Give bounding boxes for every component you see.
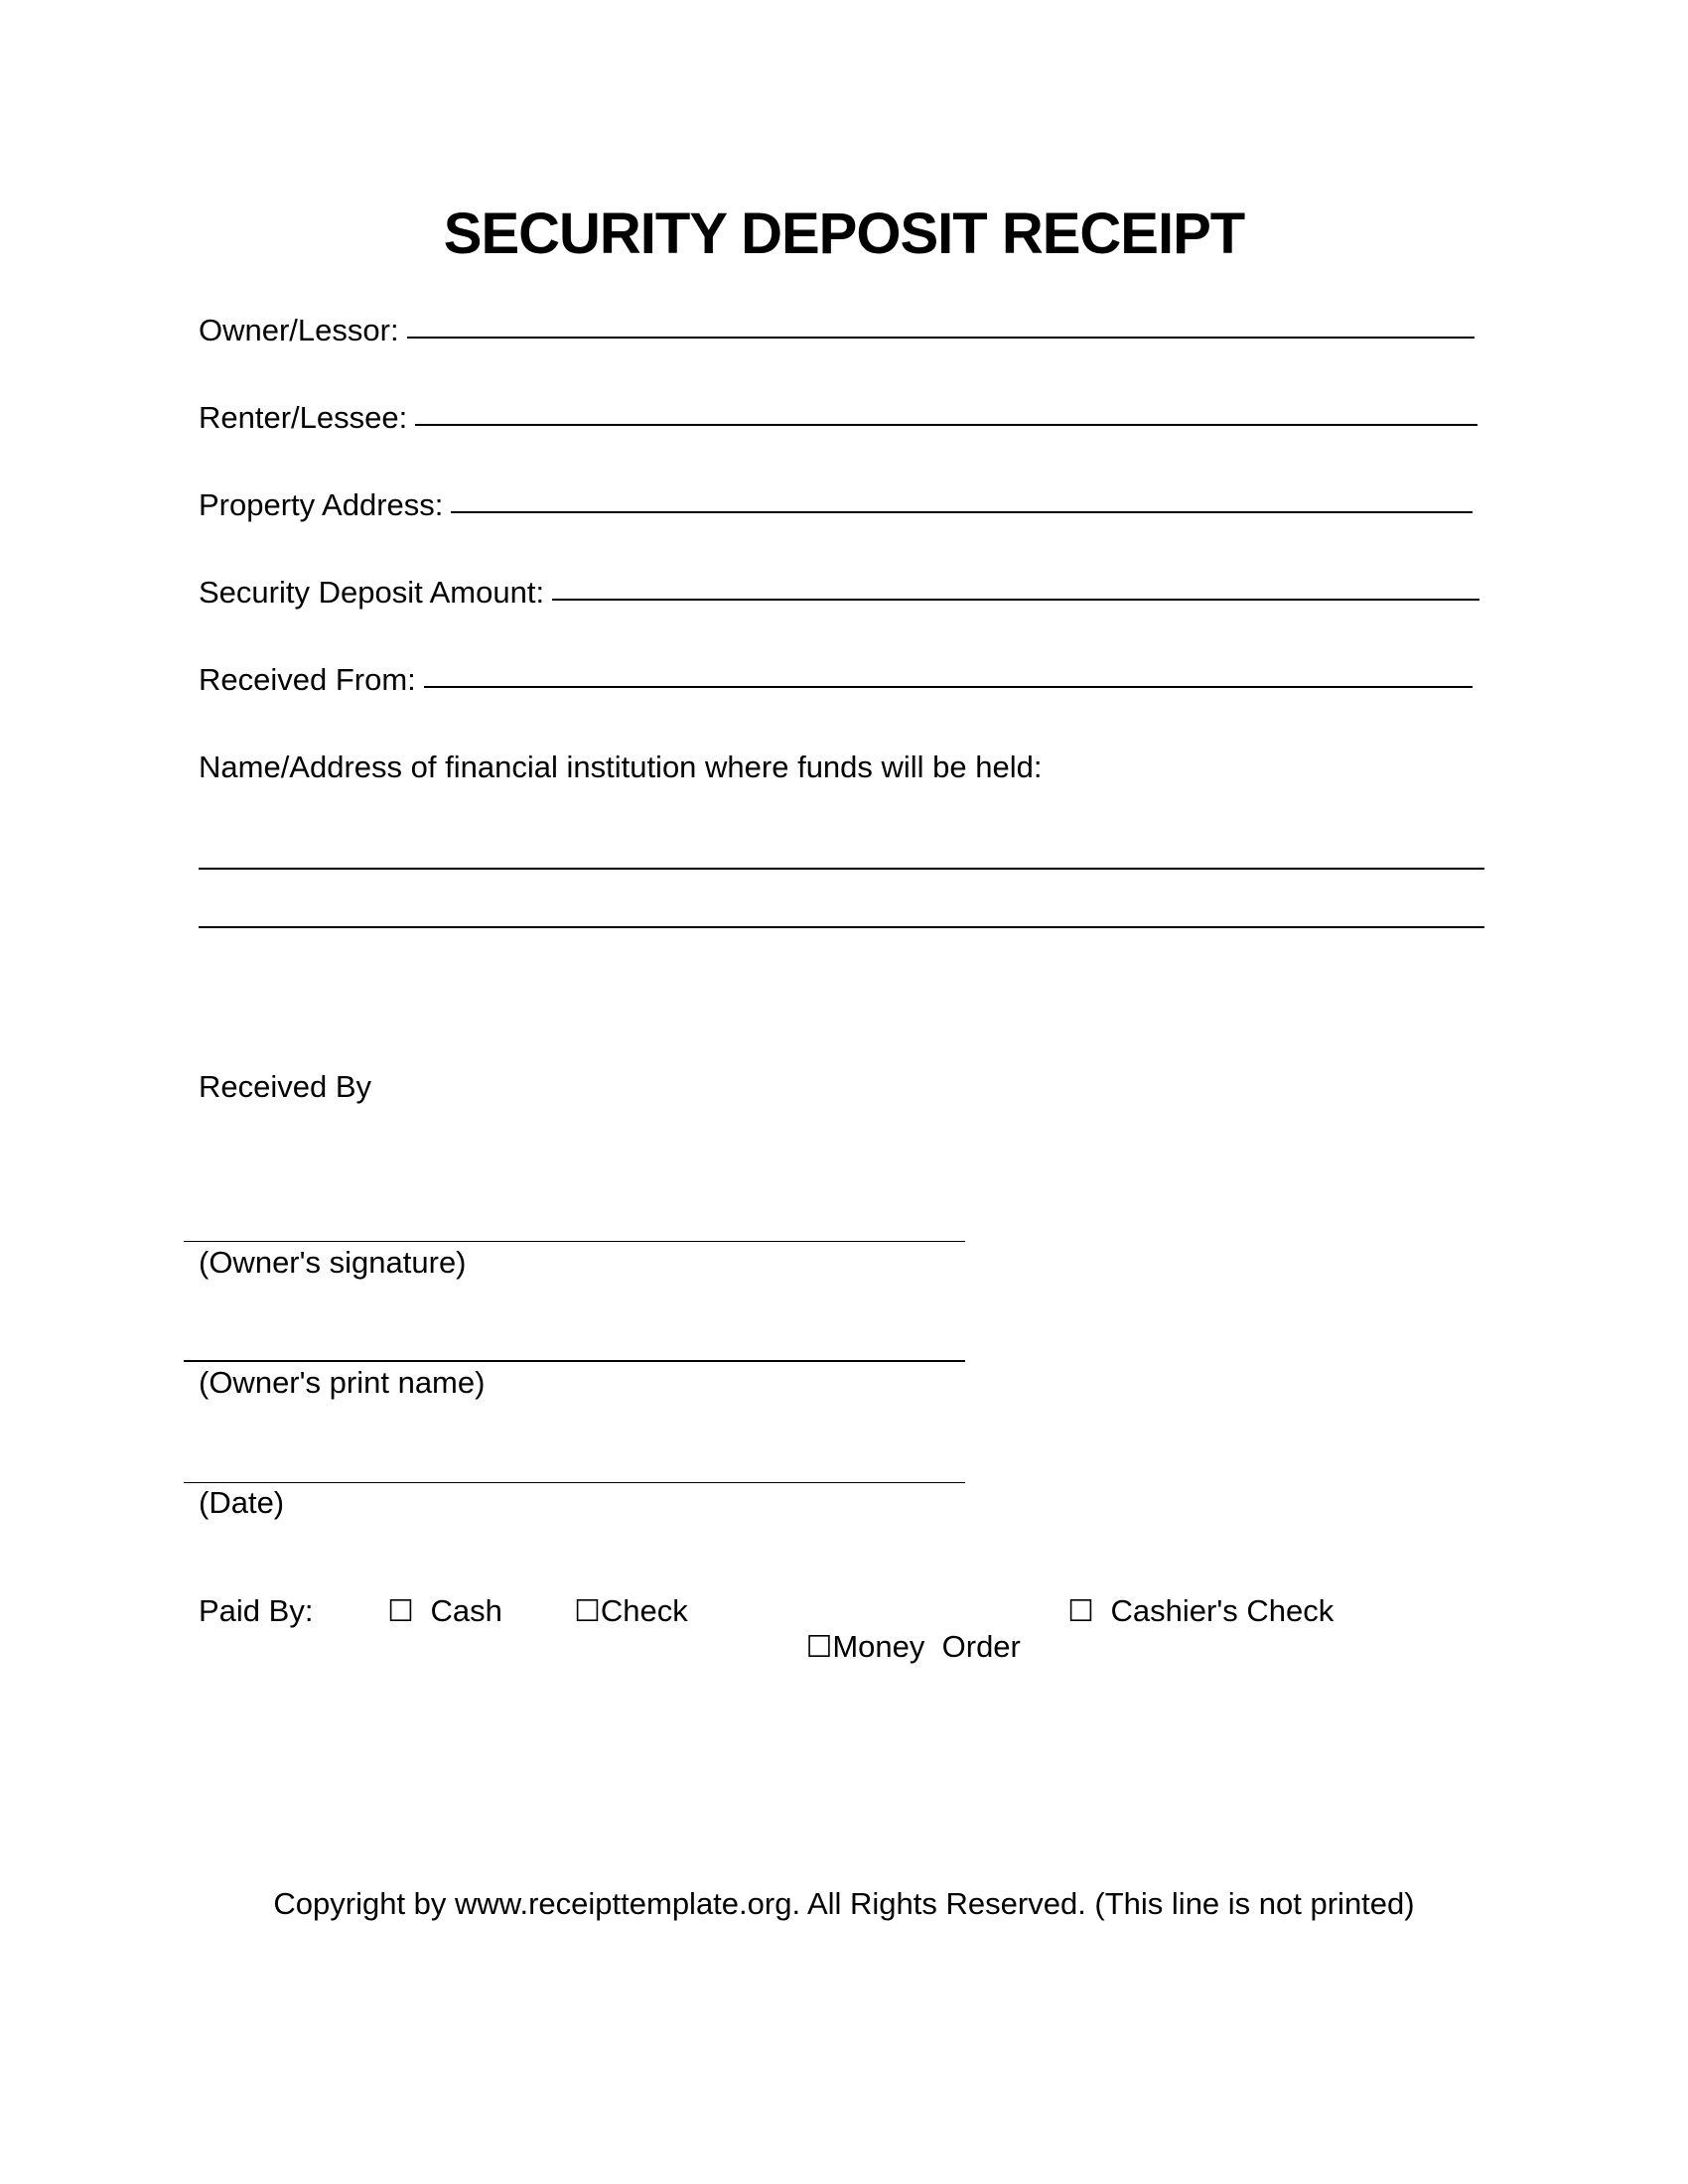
signature-caption: (Owner's signature) bbox=[199, 1245, 467, 1280]
paid-option-cashiers-check[interactable] bbox=[1067, 1593, 1334, 1629]
date-caption: (Date) bbox=[199, 1485, 285, 1520]
received-from-label: Received From: bbox=[199, 662, 416, 697]
paid-option-label: Check bbox=[600, 1593, 688, 1628]
renter-lessee-label: Renter/Lessee: bbox=[199, 400, 408, 435]
institution-label: Name/Address of financial institution where funds will be held: bbox=[199, 750, 1043, 784]
received-from-line[interactable] bbox=[424, 685, 1473, 688]
paid-option-check[interactable] bbox=[574, 1593, 688, 1629]
print-name-caption: (Owner's print name) bbox=[199, 1365, 486, 1400]
owner-lessor-line[interactable] bbox=[407, 336, 1475, 339]
paid-option-label: Cash bbox=[430, 1593, 502, 1628]
checkbox-icon[interactable]: ☐ bbox=[805, 1630, 833, 1665]
deposit-amount-label: Security Deposit Amount: bbox=[199, 575, 545, 610]
owner-lessor-label: Owner/Lessor: bbox=[199, 313, 399, 347]
received-from-field bbox=[199, 662, 1473, 698]
property-address-field bbox=[199, 487, 1473, 523]
institution-line-2[interactable] bbox=[199, 926, 1484, 928]
institution-line-1[interactable] bbox=[199, 868, 1484, 870]
date-line[interactable] bbox=[184, 1482, 965, 1483]
received-by-label: Received By bbox=[199, 1069, 372, 1104]
paid-option-label: Money Order bbox=[832, 1629, 1021, 1664]
checkbox-icon[interactable]: ☐ bbox=[574, 1594, 601, 1629]
print-name-line[interactable] bbox=[184, 1360, 965, 1362]
property-address-label: Property Address: bbox=[199, 487, 444, 522]
owner-lessor-field bbox=[199, 313, 1475, 348]
signature-line[interactable] bbox=[184, 1241, 965, 1242]
deposit-amount-field bbox=[199, 575, 1479, 611]
copyright-footer: Copyright by www.receipttemplate.org. All Rights Reserved. (This line is not printed) bbox=[273, 1886, 1415, 1921]
document-title: SECURITY DEPOSIT RECEIPT bbox=[443, 202, 1245, 266]
paid-option-money-order[interactable] bbox=[772, 1593, 1021, 1701]
paid-by-label: Paid By: bbox=[199, 1593, 314, 1628]
renter-lessee-line[interactable] bbox=[415, 423, 1477, 426]
paid-option-cash[interactable] bbox=[387, 1593, 502, 1629]
checkbox-icon[interactable]: ☐ bbox=[387, 1594, 414, 1629]
checkbox-icon[interactable]: ☐ bbox=[1067, 1594, 1094, 1629]
deposit-amount-line[interactable] bbox=[552, 598, 1479, 601]
property-address-line[interactable] bbox=[451, 510, 1473, 513]
renter-lessee-field bbox=[199, 400, 1477, 436]
paid-option-label: Cashier's Check bbox=[1110, 1593, 1335, 1628]
